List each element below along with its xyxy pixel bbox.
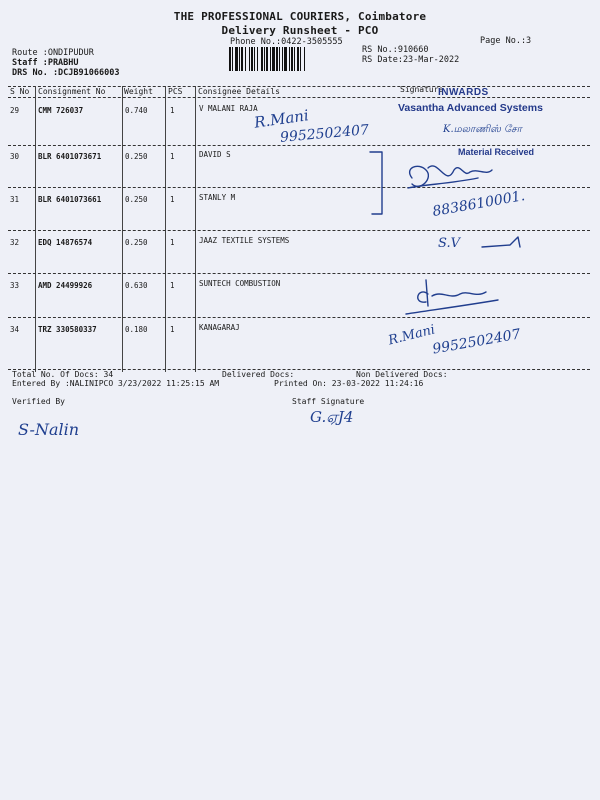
row-pcs: 1 xyxy=(170,152,175,161)
material-received-stamp: Material Received xyxy=(458,147,535,157)
handwritten-phone: 9952502407 xyxy=(279,122,370,146)
row-consignee: DAVID S xyxy=(199,150,231,159)
handwritten-name: R.Mani xyxy=(386,322,437,349)
rs-date: RS Date:23-Mar-2022 xyxy=(362,55,460,65)
col-header-pcs: PCS xyxy=(168,87,183,96)
col-divider xyxy=(35,86,36,372)
row-pcs: 1 xyxy=(170,281,175,290)
signature-scribble xyxy=(368,148,528,218)
row-pcs: 1 xyxy=(170,106,175,115)
row-weight: 0.250 xyxy=(125,195,148,204)
handwritten-phone: 9952502407 xyxy=(431,326,522,358)
phone-number: Phone No.:0422-3505555 xyxy=(230,37,343,47)
col-header-consignee: Consignee Details xyxy=(198,87,280,96)
row-sno: 31 xyxy=(10,195,20,204)
row-consignee: STANLY M xyxy=(199,193,236,202)
row-pcs: 1 xyxy=(170,325,175,334)
page-number: Page No.:3 xyxy=(480,36,532,46)
row-weight: 0.250 xyxy=(125,152,148,161)
entered-by: Entered By :NALINIPCO 3/23/2022 11:25:15 AM xyxy=(12,379,220,388)
signature-scribble xyxy=(480,235,530,255)
col-divider xyxy=(165,86,166,372)
printed-on: Printed On: 23-03-2022 11:24:16 xyxy=(274,379,424,388)
row-weight: 0.180 xyxy=(125,325,148,334)
col-header-weight: Weight xyxy=(124,87,153,96)
header-bottom-rule xyxy=(8,97,590,98)
row-consignment: CMM 726037 xyxy=(38,106,84,115)
company-title: THE PROFESSIONAL COURIERS, Coimbatore xyxy=(173,10,427,23)
row-consignee: V MALANI RAJA xyxy=(199,104,258,113)
row-pcs: 1 xyxy=(170,238,175,247)
rs-number: RS No.:910660 xyxy=(362,45,429,55)
row-pcs: 1 xyxy=(170,195,175,204)
col-divider xyxy=(195,86,196,372)
row-consignment: TRZ 330580337 xyxy=(38,325,97,334)
signature-scribble xyxy=(402,276,512,322)
verified-by-label: Verified By xyxy=(12,397,65,406)
handwritten-phone: 8838610001. xyxy=(431,188,527,220)
row-consignment: BLR 6401073671 xyxy=(38,152,102,161)
staff-signature-label: Staff Signature xyxy=(292,397,365,406)
row-consignee: SUNTECH COMBUSTION xyxy=(199,279,281,288)
runsheet-title: Delivery Runsheet - PCO xyxy=(221,24,379,37)
staff-label: Staff :PRABHU xyxy=(12,58,79,68)
row-consignee: JAAZ TEXTILE SYSTEMS xyxy=(199,236,290,245)
staff-signature: G.ஏJ4 xyxy=(310,408,354,426)
row-sno: 32 xyxy=(10,238,20,247)
delivered-docs: Delivered Docs: xyxy=(222,370,295,379)
row-weight: 0.250 xyxy=(125,238,148,247)
non-delivered-docs: Non Delivered Docs: xyxy=(356,370,448,379)
row-rule xyxy=(8,230,590,231)
row-sno: 29 xyxy=(10,106,20,115)
col-header-consignment: Consignment No xyxy=(38,87,106,96)
handwritten-signature: S.V xyxy=(438,236,460,251)
row-weight: 0.630 xyxy=(125,281,148,290)
row-consignment: BLR 6401073661 xyxy=(38,195,102,204)
drs-number: DRS No. :DCJB91066003 xyxy=(12,68,120,78)
row-weight: 0.740 xyxy=(125,106,148,115)
col-divider xyxy=(122,86,123,372)
verified-signature: S-Nalin xyxy=(18,420,80,439)
handwritten-tamil-name: K.மலாணிஸ் சோ xyxy=(443,124,522,135)
row-rule xyxy=(8,273,590,274)
row-sno: 30 xyxy=(10,152,20,161)
handwritten-name: R.Mani xyxy=(253,106,310,132)
total-docs: Total No. Of Docs: 34 xyxy=(12,370,114,379)
row-consignment: EDQ 14876574 xyxy=(38,238,93,247)
row-consignment: AMD 24499926 xyxy=(38,281,93,290)
row-rule xyxy=(8,145,590,146)
col-header-signature: Signature xyxy=(400,85,444,94)
inwards-stamp: INWARDS xyxy=(438,87,489,98)
route-label: Route :ONDIPUDUR xyxy=(12,48,94,58)
barcode xyxy=(228,47,355,71)
row-sno: 34 xyxy=(10,325,20,334)
row-consignee: KANAGARAJ xyxy=(199,323,240,332)
col-header-sno: S No xyxy=(10,87,30,96)
row-sno: 33 xyxy=(10,281,20,290)
company-stamp: Vasantha Advanced Systems xyxy=(398,102,543,114)
